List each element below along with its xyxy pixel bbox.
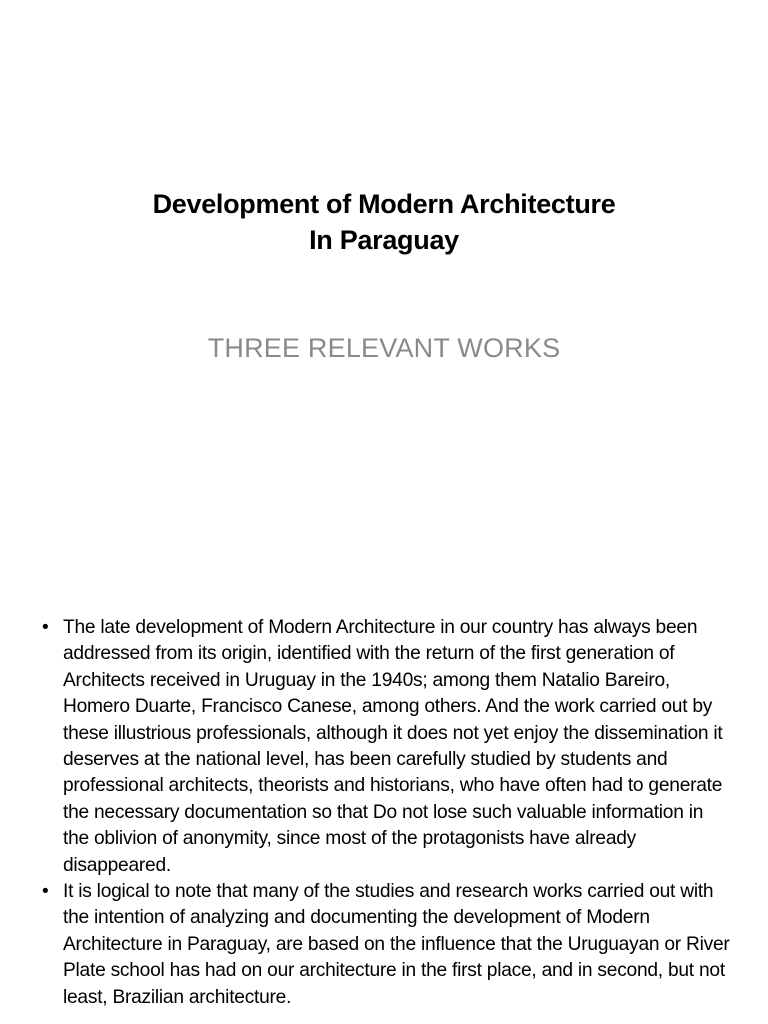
bullet-marker: • bbox=[42, 881, 49, 903]
slide-subtitle: THREE RELEVANT WORKS bbox=[207, 333, 561, 363]
bullet-text: It is logical to note that many of the studies and research works carried out with the intention of analyzing and documenting the development of Modern Architecture in Paraguay, are based on the influence that the Uruguayan or River Plate school has had on our architecture in the first place, and in second, but not least, Brazilian architecture. bbox=[63, 881, 730, 1008]
bullet-marker: • bbox=[42, 617, 49, 638]
slide-title-line-1: Development of Modern Architecture bbox=[152, 189, 616, 219]
slide-title bbox=[0, 186, 768, 258]
bullet-item-2 bbox=[40, 879, 730, 1011]
bullet-list bbox=[40, 615, 730, 1011]
bullet-item-1 bbox=[40, 615, 730, 879]
bullet-text: The late development of Modern Architecture in our country has always been addressed from its origin, identified with the return of the first generation of Architects received in Uruguay in the 1940s; among them Natalio Bareiro, Homero Duarte, Francisco Canese, among others. And the work carried out by these illustrious professionals, although it does not yet enjoy the dissemination it deserves at the national level, has been carefully studied by students and professional architects, theorists and historians, who have often had to generate the necessary documentation so that Do not lose such valuable information in the oblivion of anonymity, since most of the protagonists have already disappeared. bbox=[63, 617, 723, 876]
slide-title-line-2: In Paraguay bbox=[309, 225, 459, 255]
